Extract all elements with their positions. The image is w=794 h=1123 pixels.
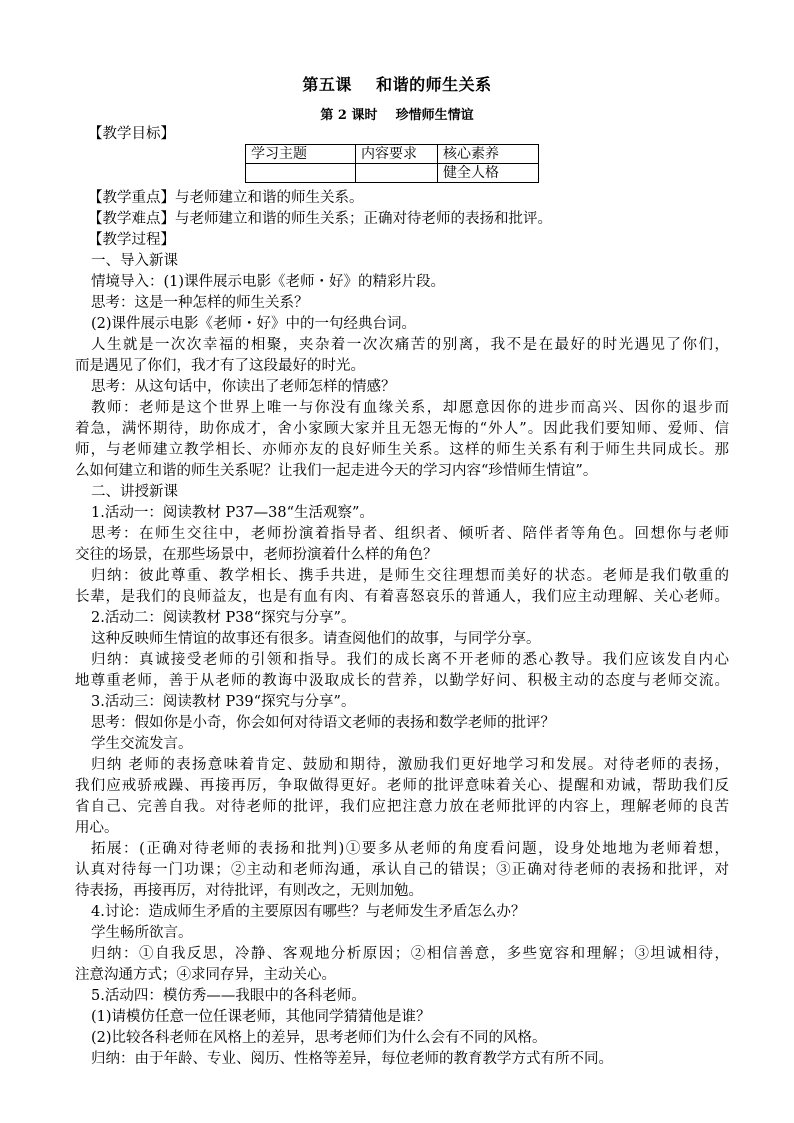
table-header-cell: 核心素养: [438, 145, 539, 164]
key-point: 【教学重点】与老师建立和谐的师生关系。: [88, 190, 364, 206]
paragraph-line: 情境导入：(1)课件展示电影《老师・好》的精彩片段。: [91, 274, 446, 290]
paragraph-line: 归纳：彼此尊重、教学相长、携手共进，是师生交往理想而美好的状态。老师是我们敬重的: [91, 568, 729, 584]
paragraph-line: 归纳：真诚接受老师的引领和指导。我们的成长离不开老师的悉心教导。我们应该发自内心: [91, 652, 729, 668]
paragraph-line: 归纳：由于年龄、专业、阅历、性格等差异，每位老师的教育教学方式有所不同。: [91, 1051, 613, 1067]
objectives-table: [245, 144, 539, 183]
table-header-row: [246, 145, 539, 164]
paragraph-line: 学生交流发言。: [91, 736, 193, 752]
paragraph-line: 1.活动一：阅读教材 P37—38“生活观察”。: [91, 505, 374, 521]
table-cell: [356, 164, 438, 183]
difficulty: 【教学难点】与老师建立和谐的师生关系；正确对待老师的表扬和批评。: [88, 211, 552, 227]
paragraph-line: 学生畅所欲言。: [91, 925, 193, 941]
paragraph-line: 2.活动二：阅读教材 P38“探究与分享”。: [91, 610, 356, 626]
paragraph-line: 归纳 老师的表扬意味着肯定、鼓励和期待，激励我们更好地学习和发展。对待老师的表扬，: [91, 757, 729, 773]
table-cell: [246, 164, 356, 183]
section-heading: 一、导入新课: [91, 253, 178, 269]
paragraph-line: 认真对待每一门功课；②主动和老师沟通，承认自己的错误；③正确对待老师的表扬和批评，对: [75, 862, 729, 878]
paragraph-line: 5.活动四：模仿秀——我眼中的各科老师。: [91, 988, 366, 1004]
paragraph-line: 归纳：①自我反思，冷静、客观地分析原因；②相信善意，多些宽容和理解；③坦诚相待，: [91, 946, 729, 962]
paragraph-line: 教师：老师是这个世界上唯一与你没有血缘关系，却愿意因你的进步而高兴、因你的退步而: [91, 400, 729, 416]
paragraph-line: 地尊重老师，善于从老师的教诲中汲取成长的营养，以勤学好问、积极主动的态度与老师交流。: [75, 673, 729, 689]
paragraph-line: 而是遇见了你们，我才有了这段最好的时光。: [75, 358, 365, 374]
process-heading: 【教学过程】: [88, 232, 175, 248]
table-cell: 健全人格: [438, 164, 539, 183]
table-row: [246, 164, 539, 183]
paragraph-line: 思考：假如你是小奇，你会如何对待语文老师的表扬和数学老师的批评？: [91, 715, 555, 731]
paragraph-line: 着急，满怀期待，助你成才，舍小家顾大家并且无怨无悔的“外人”。因此我们要知师、爱师、信: [75, 421, 729, 437]
section-heading: 二、讲授新课: [91, 484, 178, 500]
lesson-title: 第五课 和谐的师生关系: [302, 75, 492, 94]
paragraph-line: 这种反映师生情谊的故事还有很多。请查阅他们的故事，与同学分享。: [91, 631, 541, 647]
paragraph-line: 长辈，是我们的良师益友，也是有血有肉、有着喜怒哀乐的普通人，我们应主动理解、关心老师。: [75, 589, 729, 605]
paragraph-line: 4.讨论：造成师生矛盾的主要原因有哪些？与老师发生矛盾怎么办？: [91, 904, 526, 920]
paragraph-line: 3.活动三：阅读教材 P39“探究与分享”。: [91, 694, 356, 710]
paragraph-line: 师，与老师建立教学相长、亦师亦友的良好师生关系。这样的师生关系有利于师生共同成长。那: [75, 442, 729, 458]
table-header-cell: 内容要求: [356, 145, 438, 164]
paragraph-line: (1)请模仿任意一位任课老师，其他同学猜猜他是谁？: [91, 1009, 431, 1025]
paragraph-line: 么如何建立和谐的师生关系呢？让我们一起走进今天的学习内容“珍惜师生情谊”。: [75, 463, 598, 479]
paragraph-line: 思考：从这句话中，你读出了老师怎样的情感？: [91, 379, 396, 395]
paragraph-line: (2)比较各科老师在风格上的差异，思考老师们为什么会有不同的风格。: [91, 1030, 547, 1046]
objectives-heading: 【教学目标】: [88, 126, 175, 142]
paragraph-line: 待表扬，再接再厉，对待批评，有则改之，无则加勉。: [75, 883, 423, 899]
lesson-subtitle: 第 2 课时 珍惜师生情谊: [320, 108, 474, 123]
paragraph-line: 思考：在师生交往中，老师扮演着指导者、组织者、倾听者、陪伴者等角色。回想你与老师: [91, 526, 729, 542]
paragraph-line: 注意沟通方式；④求同存异，主动关心。: [75, 967, 336, 983]
paragraph-line: 拓展：(正确对待老师的表扬和批判)①要多从老师的角度看问题，设身处地地为老师着想，: [91, 841, 729, 857]
paragraph-line: (2)课件展示电影《老师・好》中的一句经典台词。: [91, 316, 417, 332]
paragraph-line: 思考：这是一种怎样的师生关系？: [91, 295, 309, 311]
paragraph-line: 省自己、完善自我。对待老师的批评，我们应把注意力放在老师批评的内容上，理解老师的良苦: [75, 799, 729, 815]
paragraph-line: 我们应戒骄戒躁、再接再厉，争取做得更好。老师的批评意味着关心、提醒和劝诫，帮助我们反: [75, 778, 729, 794]
paragraph-line: 人生就是一次次幸福的相聚，夹杂着一次次痛苦的别离，我不是在最好的时光遇见了你们，: [91, 337, 729, 353]
table-header-cell: 学习主题: [246, 145, 356, 164]
paragraph-line: 用心。: [75, 820, 119, 836]
paragraph-line: 交往的场景，在那些场景中，老师扮演着什么样的角色？: [75, 547, 438, 563]
